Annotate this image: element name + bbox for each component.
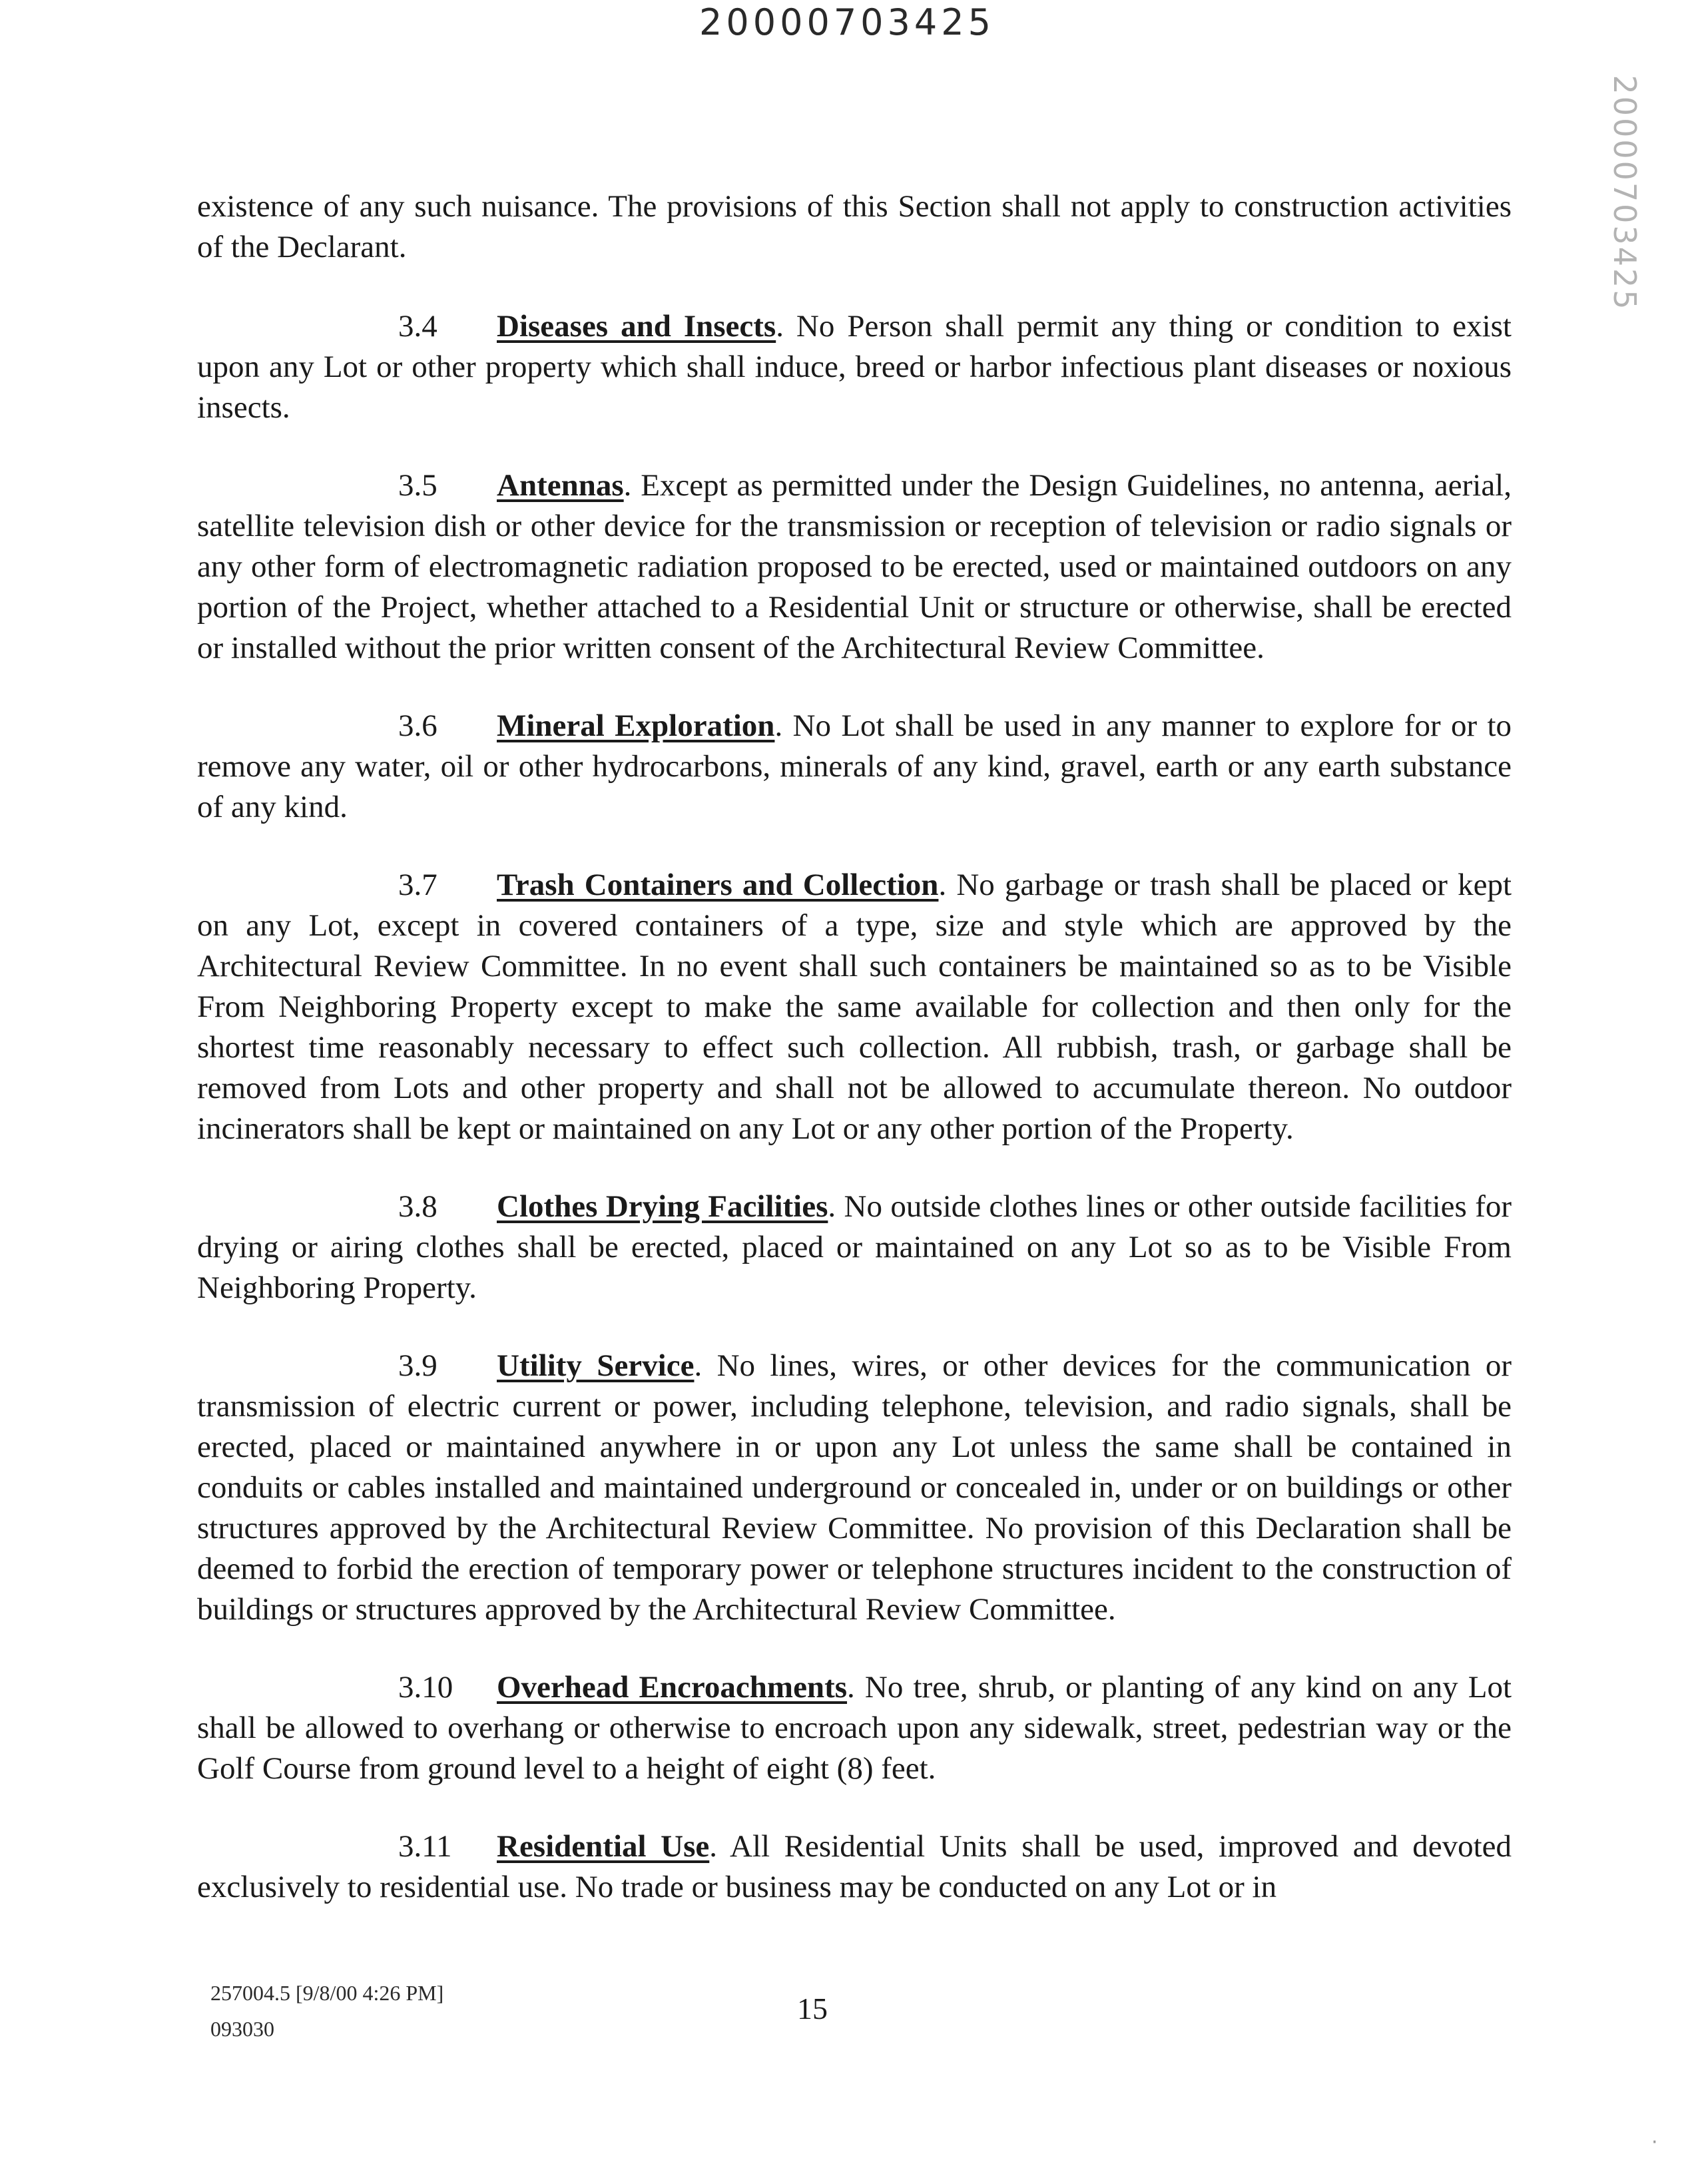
section-number: 3.6 <box>398 708 437 743</box>
section-number: 3.7 <box>398 868 437 902</box>
section-title: Residential Use <box>497 1829 710 1864</box>
section-text: No garbage or trash shall be placed or kept on any Lot, except in covered containers of a type, size and style which are approved by the Architectural Review Committee. In no event shall such containers be maintained so as to be Visible From Neighboring Property except to make the same available for collection and then only for the shortest time reasonably necessary to effect such collection. All rubbish, trash, or garbage shall be removed from Lots and other property and shall not be allowed to accumulate thereon. No outdoor incinerators shall be kept or maintained on any Lot or any other portion of the Property. <box>197 868 1512 1146</box>
section-title: Trash Containers and Collection <box>497 868 939 902</box>
footer-client-code: 093030 <box>210 2017 274 2041</box>
section-text: No Lot shall be used in any manner to explore for or to remove any water, oil or other hydrocarbons, minerals of any kind, gravel, earth or any earth substance of any kind. <box>197 708 1512 824</box>
section-3-4: 3.4 Diseases and Insects. No Person shall permit any thing or condition to exist upon any Lot or other property which shall induce, breed or harbor infectious plant diseases or noxious insects. <box>197 306 1512 428</box>
section-text: No Person shall permit any thing or condition to exist upon any Lot or other property which shall induce, breed or harbor infectious plant diseases or noxious insects. <box>197 309 1512 425</box>
section-text: All Residential Units shall be used, improved and devoted exclusively to residential use. No trade or business may be conducted on any Lot or in <box>197 1829 1512 1904</box>
section-3-7: 3.7 Trash Containers and Collection. No garbage or trash shall be placed or kept on any Lot, except in covered containers of a type, size and style which are approved by the Architectural Review Committee. In no event shall such containers be maintained so as to be Visible From Neighboring Property except to make the same available for collection and then only for the shortest time reasonably necessary to effect such collection. All rubbish, trash, or garbage shall be removed from Lots and other property and shall not be allowed to accumulate thereon. No outdoor incinerators shall be kept or maintained on any Lot or any other portion of the Property. <box>197 865 1512 1149</box>
section-number: 3.9 <box>398 1348 437 1383</box>
page-number: 15 <box>797 1992 828 2026</box>
section-title: Clothes Drying Facilities <box>497 1189 828 1224</box>
section-text: No tree, shrub, or planting of any kind on any Lot shall be allowed to overhang or otherwise to encroach upon any sidewalk, street, pedestrian way or the Golf Course from ground level to a height of eight (8) feet. <box>197 1670 1512 1786</box>
side-stamp-text: 20000703425 <box>1607 75 1643 312</box>
footer-reference <box>210 1975 443 2047</box>
side-stamp <box>1601 75 1648 312</box>
section-text: No outside clothes lines or other outside facilities for drying or airing clothes shall be erected, placed or maintained on any Lot so as to be Visible From Neighboring Property. <box>197 1189 1512 1305</box>
section-title: Diseases and Insects <box>497 309 776 344</box>
section-text: No lines, wires, or other devices for the communication or transmission of electric current or power, including telephone, television, and radio signals, shall be erected, placed or maintained anywhere in or upon any Lot unless the same shall be contained in conduits or cables installed and maintained underground or concealed in, under or on buildings or other structures approved by the Architectural Review Committee. No provision of this Declaration shall be deemed to forbid the erection of temporary power or telephone structures incident to the construction of buildings or structures approved by the Architectural Review Committee. <box>197 1348 1512 1627</box>
section-3-6: 3.6 Mineral Exploration. No Lot shall be used in any manner to explore for or to remove any water, oil or other hydrocarbons, minerals of any kind, gravel, earth or any earth substance of any kind. <box>197 706 1512 828</box>
section-3-5: 3.5 Antennas. Except as permitted under the Design Guidelines, no antenna, aerial, satellite television dish or other device for the transmission or reception of television or radio signals or any other form of electromagnetic radiation proposed to be erected, used or maintained outdoors on any portion of the Project, whether attached to a Residential Unit or structure or otherwise, shall be erected or installed without the prior written consent of the Architectural Review Committee. <box>197 465 1512 669</box>
footer-doc-ref: 257004.5 [9/8/00 4:26 PM] <box>210 1981 444 2005</box>
section-3-9: 3.9 Utility Service. No lines, wires, or other devices for the communication or transmission of electric current or power, including telephone, television, and radio signals, shall be erected, placed or maintained anywhere in or upon any Lot unless the same shall be contained in conduits or cables installed and maintained underground or concealed in, under or on buildings or other structures approved by the Architectural Review Committee. No provision of this Declaration shall be deemed to forbid the erection of temporary power or telephone structures incident to the construction of buildings or structures approved by the Architectural Review Committee. <box>197 1346 1512 1630</box>
section-3-11: 3.11 Residential Use. All Residential Units shall be used, improved and devoted exclusively to residential use. No trade or business may be conducted on any Lot or in <box>197 1826 1512 1908</box>
section-number: 3.10 <box>398 1670 453 1705</box>
section-3-10: 3.10 Overhead Encroachments. No tree, shrub, or planting of any kind on any Lot shall be allowed to overhang or otherwise to encroach upon any sidewalk, street, pedestrian way or the Golf Course from ground level to a height of eight (8) feet. <box>197 1667 1512 1789</box>
section-3-8: 3.8 Clothes Drying Facilities. No outside clothes lines or other outside facilities for drying or airing clothes shall be erected, placed or maintained on any Lot so as to be Visible From Neighboring Property. <box>197 1187 1512 1308</box>
scan-speck-mark: · <box>1651 2131 1658 2154</box>
section-number: 3.8 <box>398 1189 437 1224</box>
section-number: 3.11 <box>398 1829 452 1864</box>
intro-paragraph: existence of any such nuisance. The provisions of this Section shall not apply to construction activities of the Declarant. <box>197 189 1512 264</box>
section-title: Antennas <box>497 468 624 503</box>
section-number: 3.5 <box>398 468 437 503</box>
recording-number: 20000703425 <box>699 1 995 43</box>
section-title: Utility Service <box>497 1348 695 1383</box>
section-number: 3.4 <box>398 309 437 344</box>
section-title: Mineral Exploration <box>497 708 775 743</box>
section-text: Except as permitted under the Design Guidelines, no antenna, aerial, satellite television dish or other device for the transmission or reception of television or radio signals or any other form of electromagnetic radiation proposed to be erected, used or maintained outdoors on any portion of the Project, whether attached to a Residential Unit or structure or otherwise, shall be erected or installed without the prior written consent of the Architectural Review Committee. <box>197 468 1512 665</box>
section-title: Overhead Encroachments <box>497 1670 848 1705</box>
document-body <box>197 186 1512 1945</box>
